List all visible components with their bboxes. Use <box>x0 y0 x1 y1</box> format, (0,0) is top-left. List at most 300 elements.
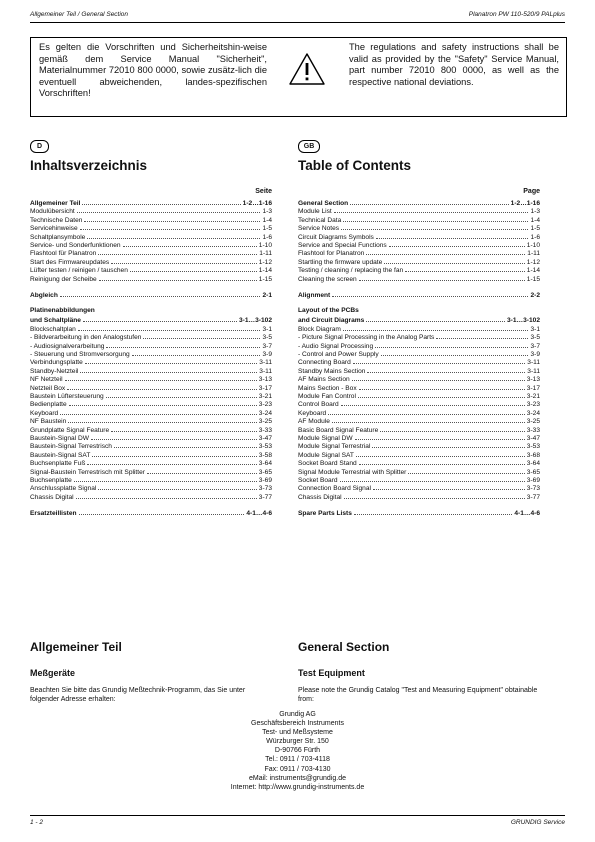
toc-entry <box>30 374 272 382</box>
toc-entry-title: Module Signal Terrestrial <box>298 443 371 451</box>
toc-entry-page: 1-11 <box>259 250 272 258</box>
page-header <box>30 10 565 23</box>
toc-entry-title: Ersatzteillisten <box>30 510 77 518</box>
toc-entry-title: Modulübersicht <box>30 208 75 216</box>
dot-leader <box>106 341 260 348</box>
dot-leader <box>436 332 528 339</box>
toc-entry-title: Signal-Baustein Terrestrisch mit Splitter <box>30 468 145 476</box>
toc-title-de: Inhaltsverzeichnis <box>30 158 148 173</box>
toc-entry <box>298 324 540 332</box>
toc-entry-title: Abgleich <box>30 292 58 300</box>
toc-entry <box>298 257 540 265</box>
toc-entry-page: 2-2 <box>530 292 540 300</box>
toc-entry-page: 3-47 <box>258 434 272 442</box>
toc-gb <box>298 188 540 517</box>
dot-leader <box>87 232 260 239</box>
toc-entry-title: AF Module <box>298 418 330 426</box>
toc-entry-title: Startling the firmware update <box>298 258 383 266</box>
address-line: Würzburger Str. 150 <box>266 738 329 746</box>
dot-leader <box>408 467 524 474</box>
toc-entry <box>30 450 272 458</box>
dot-leader <box>77 206 261 213</box>
toc-entry-title: Buchsenplatte Fuß <box>30 460 86 468</box>
dot-leader <box>332 290 528 297</box>
toc-entry-title: Block Diagram <box>298 325 341 333</box>
toc-entry <box>298 357 540 365</box>
toc-entry-title: und Schaltpläne <box>30 317 81 325</box>
dot-leader <box>60 408 257 415</box>
page-number: 1 - 2 <box>30 819 44 826</box>
dot-leader <box>341 399 525 406</box>
toc-entry <box>298 467 540 475</box>
toc-entry <box>298 341 540 349</box>
address-block <box>0 710 595 792</box>
toc-entry-page: 1-5 <box>262 225 272 233</box>
dot-leader <box>123 240 257 247</box>
dot-leader <box>85 357 257 364</box>
dot-leader <box>80 223 261 230</box>
dot-leader <box>340 475 525 482</box>
toc-entry-title: Baustein-Signal SAT <box>30 451 91 459</box>
dot-leader <box>380 425 525 432</box>
page-footer <box>30 815 565 828</box>
toc-entry <box>30 408 272 416</box>
toc-entry-page: 3-68 <box>526 451 540 459</box>
toc-entry <box>298 425 540 433</box>
toc-entry <box>30 257 272 265</box>
toc-entry-title: Alignment <box>298 292 331 300</box>
toc-entry-title: General Section <box>298 200 349 207</box>
dot-leader <box>359 383 525 390</box>
toc-entry-title: Circuit Diagrams Symbols <box>298 233 374 241</box>
toc-entry-page: 3-64 <box>526 460 540 468</box>
toc-entry-page: 4-1…4-6 <box>246 510 272 518</box>
toc-entry <box>298 475 540 483</box>
toc-entry <box>298 508 540 516</box>
footer-brand: GRUNDIG Service <box>510 819 565 826</box>
toc-entry-page: 1-12 <box>258 258 272 266</box>
toc-entry <box>298 399 540 407</box>
toc-entry-page: 3-1…3-102 <box>507 317 540 325</box>
toc-spacer <box>30 299 272 307</box>
header-right: Planatron PW 110-520/9 PALplus <box>468 11 565 18</box>
toc-entry <box>298 391 540 399</box>
dot-leader <box>356 450 525 457</box>
toc-entry-title: Standby-Netzteil <box>30 367 79 375</box>
toc-entry-page: 3-13 <box>526 376 540 384</box>
toc-entry-page: 3-25 <box>526 418 540 426</box>
toc-entry <box>298 433 540 441</box>
toc-entry-title: Servicehinweise <box>30 225 78 233</box>
address-line: Tel.: 0911 / 703-4118 <box>265 756 330 764</box>
dot-leader <box>344 492 525 499</box>
toc-entry-title: Connection Board Signal <box>298 485 371 493</box>
dot-leader <box>92 450 256 457</box>
toc-entry <box>298 215 540 223</box>
dot-leader <box>341 223 528 230</box>
toc-entry-page: 3-24 <box>258 409 272 417</box>
toc-entry <box>30 324 272 332</box>
toc-entry-title: Socket Board Stand <box>298 460 357 468</box>
dot-leader <box>98 483 256 490</box>
toc-entry-page: 3-13 <box>258 376 272 384</box>
toc-entry-title: Chassis Digital <box>30 493 74 501</box>
dot-leader <box>98 248 257 255</box>
toc-entry <box>298 206 540 214</box>
toc-entry-title: Buchsenplatte <box>30 476 72 484</box>
page-column-label: Seite <box>255 188 272 195</box>
toc-entry-title: Anschlussplatte Signal <box>30 485 97 493</box>
dot-leader <box>367 366 525 373</box>
toc-entry-title: - Bildverarbeitung in den Analogstufen <box>30 334 142 342</box>
intro-text-gb: Please note the Grundig Catalog "Test and Measuring Equipment" obtainable from: <box>298 687 538 703</box>
toc-entry <box>30 341 272 349</box>
dot-leader <box>405 265 525 272</box>
dot-leader <box>111 425 257 432</box>
toc-entry-title: Schaltplansymbole <box>30 233 86 241</box>
dot-leader <box>353 357 525 364</box>
toc-entry-page: 3-77 <box>526 493 540 501</box>
toc-entry <box>30 332 272 340</box>
toc-entry-page: 3-77 <box>258 493 272 501</box>
dot-leader <box>343 324 529 331</box>
toc-entry-page: 3-65 <box>258 468 272 476</box>
toc-entry <box>30 475 272 483</box>
toc-entry-title: Blockschaltplan <box>30 325 76 333</box>
toc-entry-title: Lüfter testen / reinigen / tauschen <box>30 267 128 275</box>
toc-entry-title: Technical Data <box>298 216 342 224</box>
toc-entry <box>30 483 272 491</box>
toc-entry-title: and Circuit Diagrams <box>298 317 365 325</box>
toc-entry-title: Connecting Board <box>298 359 351 367</box>
toc-entry-page: 3-69 <box>526 476 540 484</box>
toc-entry-title: Technische Daten <box>30 216 83 224</box>
toc-entry <box>30 215 272 223</box>
dot-leader <box>91 433 257 440</box>
toc-entry <box>298 383 540 391</box>
toc-entry-title: - Control and Power Supply <box>298 351 379 359</box>
address-line: Internet: http://www.grundig-instruments.de <box>230 783 365 791</box>
toc-entry-page: 3-7 <box>530 342 540 350</box>
toc-entry-title: Module Fan Control <box>298 392 356 400</box>
toc-entry-title: Basic Board Signal Feature <box>298 426 379 434</box>
toc-entry <box>298 450 540 458</box>
toc-entry-title: Module Signal SAT <box>298 451 354 459</box>
toc-entry-title: Signal Module Terrestrial with Splitter <box>298 468 407 476</box>
toc-entry <box>298 274 540 282</box>
dot-leader <box>79 508 245 515</box>
toc-entry <box>30 458 272 466</box>
toc-entry-page: 1-6 <box>530 233 540 241</box>
toc-entry <box>298 265 540 273</box>
toc-entry <box>30 508 272 516</box>
dot-leader <box>65 374 257 381</box>
toc-entry-page: 1-2…1-16 <box>510 200 540 207</box>
dot-leader <box>366 248 525 255</box>
dot-leader <box>84 215 260 222</box>
toc-entry-title: AF Mains Section <box>298 376 350 384</box>
toc-list <box>298 198 540 517</box>
dot-leader <box>359 458 525 465</box>
toc-entry <box>30 366 272 374</box>
dot-leader <box>343 215 528 222</box>
toc-entry <box>298 492 540 500</box>
toc-entry <box>30 357 272 365</box>
toc-list <box>30 198 272 517</box>
toc-de <box>30 188 272 517</box>
toc-entry-page: 2-1 <box>262 292 272 300</box>
toc-entry-page: 1-2…1-16 <box>242 200 272 207</box>
toc-entry <box>298 416 540 424</box>
language-badge-de: D <box>30 140 49 153</box>
dot-leader <box>130 265 257 272</box>
toc-entry-page: 3-17 <box>526 384 540 392</box>
dot-leader <box>334 206 529 213</box>
toc-entry <box>30 274 272 282</box>
toc-entry-title: - Audiosignalverarbeitung <box>30 342 105 350</box>
toc-entry-page: 3-33 <box>258 426 272 434</box>
dot-leader <box>111 257 257 264</box>
toc-entry-page: 3-53 <box>258 443 272 451</box>
dot-leader <box>69 399 257 406</box>
address-line: Geschäftsbereich Instruments <box>251 720 344 728</box>
toc-entry <box>298 349 540 357</box>
toc-entry-page: 1-12 <box>526 258 540 266</box>
dot-leader <box>132 349 261 356</box>
toc-entry <box>30 240 272 248</box>
dot-leader <box>384 257 525 264</box>
toc-entry <box>30 467 272 475</box>
dot-leader <box>78 324 261 331</box>
toc-entry-page: 3-9 <box>530 351 540 359</box>
dot-leader <box>74 475 257 482</box>
toc-entry-page: 3-73 <box>258 485 272 493</box>
toc-entry-title: Baustein-Signal Terrestrisch <box>30 443 112 451</box>
address-line: eMail: instruments@grundig.de <box>249 774 346 782</box>
toc-spacer <box>298 299 540 307</box>
toc-entry-page: 3-7 <box>262 342 272 350</box>
toc-entry-page: 3-1 <box>262 325 272 333</box>
toc-entry-title: Grundplatte Signal Feature <box>30 426 110 434</box>
toc-entry-title: NF Baustein <box>30 418 67 426</box>
toc-entry-page: 4-1…4-6 <box>514 510 540 518</box>
toc-entry-title: Keyboard <box>298 409 327 417</box>
toc-entry-title: Socket Board <box>298 476 338 484</box>
dot-leader <box>68 416 257 423</box>
toc-title-gb: Table of Contents <box>298 158 411 173</box>
toc-entry-page: 3-11 <box>259 359 272 367</box>
toc-entry-title: Module List <box>298 208 332 216</box>
toc-group-heading: Platinenabbildungen <box>30 307 95 315</box>
toc-entry-title: Keyboard <box>30 409 59 417</box>
toc-entry-page: 1-3 <box>530 208 540 216</box>
toc-entry <box>298 232 540 240</box>
toc-entry-title: Reinigung der Scheibe <box>30 275 97 283</box>
section-title-de: Allgemeiner Teil <box>30 640 122 654</box>
toc-entry-page: 3-58 <box>258 451 272 459</box>
toc-entry <box>298 223 540 231</box>
toc-entry <box>298 366 540 374</box>
toc-entry-title: Bedienplatte <box>30 401 67 409</box>
dot-leader <box>350 198 508 205</box>
toc-entry <box>30 198 272 206</box>
toc-entry <box>298 198 540 206</box>
toc-entry-page: 1-5 <box>530 225 540 233</box>
dot-leader <box>354 508 512 515</box>
toc-entry-title: Mains Section - Box <box>298 384 357 392</box>
toc-entry-title: Testing / cleaning / replacing the fan <box>298 267 404 275</box>
toc-entry <box>30 433 272 441</box>
notice-german: Es gelten die Vorschriften und Sicherheitshin-weise gemäß dem Service Manual "Sicherheit", Materialnummer 72010 800 0000, sowie zusätz-lich die eventuell abweichenden, landes-spezifischen Vorschriften! <box>39 42 267 99</box>
dot-leader <box>328 408 525 415</box>
toc-entry-title: - Audio Signal Processing <box>298 342 374 350</box>
dot-leader <box>67 383 257 390</box>
toc-entry <box>298 315 540 323</box>
toc-entry <box>30 349 272 357</box>
toc-entry <box>298 408 540 416</box>
toc-entry-page: 1-10 <box>526 241 540 249</box>
toc-entry <box>30 290 272 298</box>
toc-entry <box>30 206 272 214</box>
dot-leader <box>375 341 528 348</box>
dot-leader <box>381 349 529 356</box>
toc-entry-page: 3-1…3-102 <box>239 317 272 325</box>
page-column-label: Page <box>523 188 540 195</box>
dot-leader <box>355 433 525 440</box>
toc-entry-page: 3-69 <box>258 476 272 484</box>
dot-leader <box>87 458 256 465</box>
toc-entry-page: 3-65 <box>526 468 540 476</box>
toc-entry-page: 3-33 <box>526 426 540 434</box>
dot-leader <box>99 274 257 281</box>
dot-leader <box>82 198 240 205</box>
toc-entry-page: 1-15 <box>258 275 272 283</box>
toc-entry <box>30 232 272 240</box>
toc-entry-title: Netzteil Box <box>30 384 66 392</box>
toc-entry <box>30 416 272 424</box>
toc-entry-page: 3-23 <box>258 401 272 409</box>
toc-entry <box>298 441 540 449</box>
toc-entry-title: Allgemeiner Teil <box>30 200 81 207</box>
toc-entry-page: 1-4 <box>530 216 540 224</box>
dot-leader <box>373 483 525 490</box>
toc-entry-page: 3-23 <box>526 401 540 409</box>
toc-entry-title: Baustein-Signal DW <box>30 434 90 442</box>
dot-leader <box>76 492 257 499</box>
toc-entry-page: 3-53 <box>526 443 540 451</box>
toc-entry <box>298 240 540 248</box>
intro-text-de: Beachten Sie bitte das Grundig Meßtechnik-Programm, das Sie unter folgender Adresse erhalten: <box>30 687 246 703</box>
toc-entry-page: 3-24 <box>526 409 540 417</box>
toc-entry-page: 1-4 <box>262 216 272 224</box>
toc-entry <box>30 441 272 449</box>
dot-leader <box>143 332 260 339</box>
warning-triangle-icon <box>288 52 326 91</box>
toc-entry-title: Cleaning the screen <box>298 275 357 283</box>
toc-entry-title: Service and Special Functions <box>298 241 387 249</box>
toc-entry-title: Spare Parts Lists <box>298 510 352 518</box>
section-title-gb: General Section <box>298 640 390 654</box>
address-line: Test- und Meßsysteme <box>262 729 333 737</box>
dot-leader <box>114 441 257 448</box>
dot-leader <box>359 274 525 281</box>
toc-entry-title: Start des Firmwareupdates <box>30 258 110 266</box>
toc-entry-page: 1-14 <box>258 267 272 275</box>
toc-entry-page: 3-1 <box>530 325 540 333</box>
address-line: Fax: 0911 / 703-4130 <box>264 765 331 773</box>
dot-leader <box>60 290 261 297</box>
dot-leader <box>366 315 505 322</box>
toc-entry-page: 1-3 <box>262 208 272 216</box>
toc-entry <box>30 399 272 407</box>
toc-entry-page: 1-15 <box>526 275 540 283</box>
toc-entry <box>30 248 272 256</box>
toc-entry-title: Module Signal DW <box>298 434 353 442</box>
toc-entry <box>30 425 272 433</box>
dot-leader <box>80 366 257 373</box>
toc-group-heading: Layout of the PCBs <box>298 307 359 315</box>
dot-leader <box>332 416 525 423</box>
toc-entry <box>298 248 540 256</box>
toc-entry <box>30 223 272 231</box>
safety-notice <box>30 37 567 117</box>
toc-entry-page: 1-11 <box>527 250 540 258</box>
toc-entry <box>30 391 272 399</box>
toc-entry <box>298 483 540 491</box>
toc-entry-page: 3-5 <box>530 334 540 342</box>
toc-entry <box>298 332 540 340</box>
dot-leader <box>147 467 257 474</box>
dot-leader <box>372 441 524 448</box>
toc-entry-title: Baustein Lüftersteuerung <box>30 392 104 400</box>
toc-entry-title: Chassis Digital <box>298 493 342 501</box>
address-line: Grundig AG <box>279 711 316 718</box>
toc-entry-title: Service- und Sonderfunktionen <box>30 241 121 249</box>
dot-leader <box>358 391 525 398</box>
toc-entry-title: - Steuerung und Stromversorgung <box>30 351 130 359</box>
toc-entry-page: 3-21 <box>526 392 540 400</box>
dot-leader <box>376 232 529 239</box>
toc-entry-title: Standby Mains Section <box>298 367 366 375</box>
toc-entry <box>30 315 272 323</box>
toc-entry <box>298 374 540 382</box>
toc-entry-title: Service Notes <box>298 225 340 233</box>
subsection-title-de: Meßgeräte <box>30 668 76 678</box>
subsection-title-gb: Test Equipment <box>298 668 365 678</box>
toc-entry-page: 3-21 <box>258 392 272 400</box>
toc-entry-page: 3-9 <box>262 351 272 359</box>
dot-leader <box>352 374 525 381</box>
notice-english: The regulations and safety instructions shall be valid as provided by the "Safety" Service Manual, part number 72010 800 0000, as well as the respective national deviations. <box>349 42 559 87</box>
toc-entry-page: 3-17 <box>258 384 272 392</box>
toc-entry-page: 1-10 <box>258 241 272 249</box>
toc-entry-page: 3-25 <box>258 418 272 426</box>
address-line: D-90766 Fürth <box>274 747 321 755</box>
toc-entry-page: 3-73 <box>526 485 540 493</box>
toc-entry-page: 3-64 <box>258 460 272 468</box>
toc-entry-page: 3-11 <box>259 367 272 375</box>
toc-entry-title: Verbindungsplatte <box>30 359 83 367</box>
dot-leader <box>83 315 237 322</box>
toc-entry-title: - Picture Signal Processing in the Analog Parts <box>298 334 435 342</box>
dot-leader <box>106 391 257 398</box>
toc-entry-page: 3-5 <box>262 334 272 342</box>
language-badge-gb: GB <box>298 140 320 153</box>
toc-entry <box>298 458 540 466</box>
toc-entry <box>298 290 540 298</box>
toc-entry <box>30 265 272 273</box>
header-left: Allgemeiner Teil / General Section <box>30 11 129 18</box>
